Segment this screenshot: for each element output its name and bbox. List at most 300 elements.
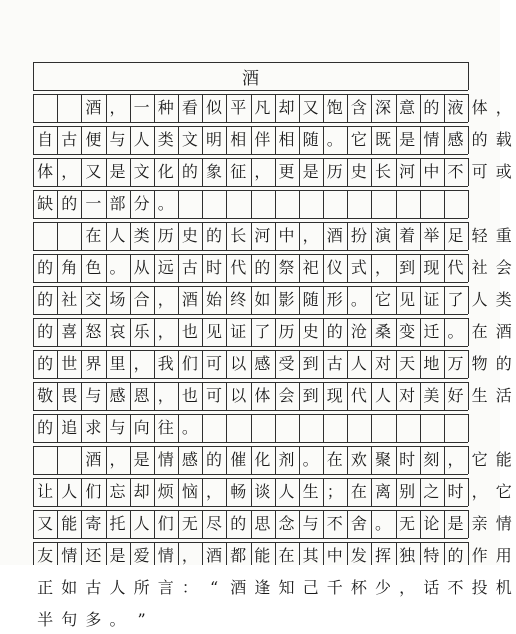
manuscript-char: 古 bbox=[85, 578, 102, 597]
manuscript-char: 感 bbox=[254, 354, 271, 373]
grid-v-line bbox=[226, 158, 227, 186]
manuscript-char: 它 bbox=[375, 290, 392, 309]
manuscript-char: 一 bbox=[133, 98, 150, 117]
grid-v-line bbox=[130, 414, 131, 442]
manuscript-char: 举 bbox=[423, 226, 440, 245]
manuscript-char: 是 bbox=[109, 546, 126, 565]
manuscript-char: 作 bbox=[471, 546, 488, 565]
manuscript-char: 剂 bbox=[278, 450, 295, 469]
grid-v-line bbox=[106, 382, 107, 410]
manuscript-char: 既 bbox=[375, 130, 392, 149]
manuscript-char: 情 bbox=[157, 546, 174, 565]
grid-v-line bbox=[154, 382, 155, 410]
manuscript-char: 亲 bbox=[471, 514, 488, 533]
manuscript-char: 在 bbox=[471, 322, 488, 341]
manuscript-char: 都 bbox=[230, 546, 247, 565]
manuscript-char: 古 bbox=[326, 354, 343, 373]
manuscript-char: ， bbox=[254, 162, 271, 181]
manuscript-char: 催 bbox=[230, 450, 247, 469]
manuscript-char: 乐 bbox=[133, 322, 150, 341]
grid-v-line bbox=[251, 542, 252, 565]
manuscript-char: 论 bbox=[423, 514, 440, 533]
grid-v-line bbox=[444, 190, 445, 218]
manuscript-char: 欢 bbox=[350, 450, 367, 469]
grid-v-line bbox=[468, 158, 469, 186]
grid-v-line bbox=[81, 382, 82, 410]
manuscript-char: 与 bbox=[109, 130, 126, 149]
grid-v-line bbox=[251, 414, 252, 442]
grid-v-line bbox=[323, 94, 324, 122]
manuscript-char: 征 bbox=[230, 162, 247, 181]
grid-v-line bbox=[323, 126, 324, 154]
grid-v-line bbox=[444, 478, 445, 506]
grid-v-line bbox=[106, 542, 107, 565]
essay-title: 酒 bbox=[242, 68, 259, 89]
manuscript-char: 。 bbox=[181, 418, 198, 437]
manuscript-char: 合 bbox=[133, 290, 150, 309]
grid-v-line bbox=[57, 350, 58, 378]
grid-v-line bbox=[468, 254, 469, 282]
grid-v-line bbox=[444, 446, 445, 474]
grid-v-line bbox=[57, 158, 58, 186]
manuscript-char: 的 bbox=[206, 226, 223, 245]
manuscript-char: 种 bbox=[157, 98, 174, 117]
manuscript-char: 在 bbox=[350, 482, 367, 501]
manuscript-char: 人 bbox=[109, 226, 126, 245]
manuscript-char: 扮 bbox=[350, 226, 367, 245]
grid-v-line bbox=[420, 414, 421, 442]
grid-v-line bbox=[226, 190, 227, 218]
manuscript-char: 们 bbox=[181, 354, 198, 373]
grid-v-line bbox=[130, 318, 131, 346]
manuscript-char: 酒 bbox=[181, 290, 198, 309]
grid-v-line bbox=[81, 190, 82, 218]
grid-v-line bbox=[154, 254, 155, 282]
grid-v-line bbox=[468, 446, 469, 474]
grid-v-line bbox=[202, 126, 203, 154]
manuscript-char: 话 bbox=[423, 578, 440, 597]
grid-v-line bbox=[420, 542, 421, 565]
manuscript-char bbox=[33, 94, 57, 122]
manuscript-char: 生 bbox=[471, 386, 488, 405]
grid-v-line bbox=[202, 158, 203, 186]
grid-v-line bbox=[130, 478, 131, 506]
manuscript-char: 古 bbox=[61, 130, 78, 149]
grid-h-line bbox=[33, 218, 468, 219]
grid-v-line bbox=[347, 382, 348, 410]
grid-v-line bbox=[154, 510, 155, 538]
manuscript-char: 意 bbox=[399, 98, 416, 117]
manuscript-char: 历 bbox=[157, 226, 174, 245]
grid-v-line bbox=[178, 478, 179, 506]
manuscript-char: 化 bbox=[157, 162, 174, 181]
manuscript-char: 。 bbox=[350, 290, 367, 309]
manuscript-char: ： bbox=[181, 578, 198, 597]
manuscript-char: 万 bbox=[447, 354, 464, 373]
manuscript-char: 正 bbox=[37, 578, 54, 597]
manuscript-char: 敬 bbox=[37, 386, 54, 405]
manuscript-char: 以 bbox=[230, 354, 247, 373]
grid-v-line bbox=[323, 158, 324, 186]
grid-v-line bbox=[226, 382, 227, 410]
manuscript-char: 挥 bbox=[375, 546, 392, 565]
grid-v-line bbox=[202, 286, 203, 314]
grid-v-line bbox=[57, 254, 58, 282]
manuscript-char: 是 bbox=[133, 450, 150, 469]
manuscript-char: 却 bbox=[278, 98, 295, 117]
grid-v-line bbox=[299, 94, 300, 122]
manuscript-char: 明 bbox=[206, 130, 223, 149]
grid-v-line bbox=[57, 510, 58, 538]
manuscript-char: ， bbox=[181, 546, 198, 565]
manuscript-char: 代 bbox=[447, 258, 464, 277]
grid-v-line bbox=[420, 94, 421, 122]
grid-h-line bbox=[33, 538, 468, 539]
manuscript-char: 忘 bbox=[109, 482, 126, 501]
manuscript-char: 喜 bbox=[61, 322, 78, 341]
grid-v-line bbox=[347, 286, 348, 314]
grid-h-line bbox=[33, 154, 468, 155]
grid-v-line bbox=[33, 510, 34, 538]
grid-h-line bbox=[33, 62, 468, 63]
grid-h-line bbox=[33, 314, 468, 315]
grid-v-line bbox=[202, 382, 203, 410]
grid-v-line bbox=[154, 158, 155, 186]
manuscript-char: 的 bbox=[447, 546, 464, 565]
grid-v-line bbox=[154, 318, 155, 346]
grid-v-line bbox=[202, 542, 203, 565]
manuscript-char: 酒 bbox=[230, 578, 247, 597]
grid-v-line bbox=[396, 158, 397, 186]
grid-h-line bbox=[33, 474, 468, 475]
grid-v-line bbox=[444, 510, 445, 538]
manuscript-char: 能 bbox=[61, 514, 78, 533]
grid-v-line bbox=[81, 542, 82, 565]
manuscript-char: 我 bbox=[157, 354, 174, 373]
manuscript-char: 始 bbox=[206, 290, 223, 309]
grid-v-line bbox=[323, 382, 324, 410]
manuscript-char: 桑 bbox=[375, 322, 392, 341]
grid-v-line bbox=[106, 414, 107, 442]
grid-v-line bbox=[444, 382, 445, 410]
grid-v-line bbox=[154, 446, 155, 474]
grid-v-line bbox=[347, 414, 348, 442]
grid-v-line bbox=[251, 126, 252, 154]
manuscript-char: 寄 bbox=[85, 514, 102, 533]
grid-v-line bbox=[106, 222, 107, 250]
grid-v-line bbox=[299, 414, 300, 442]
grid-v-line bbox=[323, 446, 324, 474]
manuscript-char: 更 bbox=[278, 162, 295, 181]
manuscript-char: 。 bbox=[447, 322, 464, 341]
manuscript-char: 的 bbox=[206, 450, 223, 469]
manuscript-char: 演 bbox=[375, 226, 392, 245]
grid-v-line bbox=[347, 446, 348, 474]
manuscript-char: 的 bbox=[37, 354, 54, 373]
grid-v-line bbox=[251, 254, 252, 282]
grid-v-line bbox=[57, 382, 58, 410]
grid-v-line bbox=[130, 254, 131, 282]
manuscript-char: 逢 bbox=[254, 578, 271, 597]
grid-v-line bbox=[275, 414, 276, 442]
manuscript-char: 饱 bbox=[326, 98, 343, 117]
manuscript-char: 轻 bbox=[471, 226, 488, 245]
manuscript-char: 。 bbox=[109, 610, 126, 629]
grid-v-line bbox=[130, 542, 131, 565]
manuscript-char: 可 bbox=[206, 386, 223, 405]
grid-v-line bbox=[275, 286, 276, 314]
manuscript-char: 是 bbox=[399, 130, 416, 149]
grid-v-line bbox=[275, 94, 276, 122]
manuscript-char: 恼 bbox=[181, 482, 198, 501]
grid-v-line bbox=[396, 510, 397, 538]
manuscript-char: 的 bbox=[471, 130, 488, 149]
manuscript-char: 。 bbox=[109, 258, 126, 277]
manuscript-char: 聚 bbox=[375, 450, 392, 469]
grid-h-line bbox=[33, 442, 468, 443]
manuscript-char: ， bbox=[495, 98, 512, 117]
grid-v-line bbox=[130, 382, 131, 410]
grid-v-line bbox=[202, 190, 203, 218]
grid-v-line bbox=[178, 126, 179, 154]
manuscript-char: 式 bbox=[350, 258, 367, 277]
grid-v-line bbox=[81, 510, 82, 538]
manuscript-char: 谈 bbox=[254, 482, 271, 501]
manuscript-char: 变 bbox=[399, 322, 416, 341]
manuscript-char: 现 bbox=[423, 258, 440, 277]
manuscript-char: 缺 bbox=[37, 194, 54, 213]
grid-v-line bbox=[57, 542, 58, 565]
grid-v-line bbox=[251, 94, 252, 122]
grid-v-line bbox=[468, 62, 469, 90]
manuscript-char: 可 bbox=[206, 354, 223, 373]
manuscript-char: 迁 bbox=[423, 322, 440, 341]
manuscript-char: 沧 bbox=[350, 322, 367, 341]
grid-v-line bbox=[444, 350, 445, 378]
manuscript-char: 好 bbox=[447, 386, 464, 405]
manuscript-char: 社 bbox=[61, 290, 78, 309]
grid-v-line bbox=[299, 542, 300, 565]
manuscript-char: 己 bbox=[302, 578, 319, 597]
grid-v-line bbox=[57, 318, 58, 346]
grid-h-line bbox=[33, 90, 468, 91]
grid-v-line bbox=[226, 286, 227, 314]
grid-v-line bbox=[371, 542, 372, 565]
grid-v-line bbox=[347, 126, 348, 154]
manuscript-char: 中 bbox=[278, 226, 295, 245]
manuscript-char bbox=[33, 446, 57, 474]
manuscript-char: 还 bbox=[85, 546, 102, 565]
manuscript-char: 看 bbox=[181, 98, 198, 117]
grid-v-line bbox=[130, 446, 131, 474]
manuscript-char: 地 bbox=[423, 354, 440, 373]
manuscript-char: 或 bbox=[495, 162, 512, 181]
manuscript-char: 人 bbox=[61, 482, 78, 501]
manuscript-char: 相 bbox=[230, 130, 247, 149]
grid-v-line bbox=[323, 254, 324, 282]
grid-v-line bbox=[202, 94, 203, 122]
manuscript-char: 交 bbox=[85, 290, 102, 309]
grid-v-line bbox=[33, 542, 34, 565]
grid-v-line bbox=[371, 222, 372, 250]
manuscript-char: 句 bbox=[61, 610, 78, 629]
manuscript-char: 情 bbox=[61, 546, 78, 565]
manuscript-char: 酒 bbox=[85, 450, 102, 469]
manuscript-char: ， bbox=[471, 482, 488, 501]
manuscript-char: 用 bbox=[495, 546, 512, 565]
manuscript-char: 随 bbox=[302, 290, 319, 309]
manuscript-char: 液 bbox=[447, 98, 464, 117]
manuscript-char: ， bbox=[157, 386, 174, 405]
grid-v-line bbox=[81, 126, 82, 154]
grid-v-line bbox=[275, 542, 276, 565]
grid-v-line bbox=[130, 158, 131, 186]
manuscript-char: 可 bbox=[471, 162, 488, 181]
grid-v-line bbox=[468, 222, 469, 250]
manuscript-char: 人 bbox=[109, 578, 126, 597]
manuscript-char: 哀 bbox=[109, 322, 126, 341]
grid-v-line bbox=[178, 414, 179, 442]
grid-v-line bbox=[396, 542, 397, 565]
manuscript-char: 古 bbox=[181, 258, 198, 277]
grid-v-line bbox=[323, 350, 324, 378]
grid-v-line bbox=[33, 62, 34, 90]
grid-v-line bbox=[299, 190, 300, 218]
grid-v-line bbox=[371, 158, 372, 186]
grid-v-line bbox=[251, 478, 252, 506]
grid-v-line bbox=[299, 254, 300, 282]
manuscript-char: 生 bbox=[302, 482, 319, 501]
manuscript-char: 如 bbox=[61, 578, 78, 597]
manuscript-char: 河 bbox=[254, 226, 271, 245]
grid-v-line bbox=[202, 478, 203, 506]
grid-v-line bbox=[299, 126, 300, 154]
manuscript-char: 史 bbox=[302, 322, 319, 341]
grid-v-line bbox=[226, 254, 227, 282]
manuscript-char: 又 bbox=[302, 98, 319, 117]
grid-v-line bbox=[154, 222, 155, 250]
manuscript-char: 世 bbox=[61, 354, 78, 373]
grid-v-line bbox=[251, 286, 252, 314]
grid-v-line bbox=[178, 446, 179, 474]
manuscript-char: 情 bbox=[495, 514, 512, 533]
grid-v-line bbox=[226, 510, 227, 538]
grid-v-line bbox=[275, 510, 276, 538]
grid-v-line bbox=[130, 94, 131, 122]
grid-v-line bbox=[468, 350, 469, 378]
manuscript-char: 畅 bbox=[230, 482, 247, 501]
grid-v-line bbox=[130, 286, 131, 314]
manuscript-char: 类 bbox=[157, 130, 174, 149]
grid-v-line bbox=[275, 350, 276, 378]
manuscript-char: 证 bbox=[230, 322, 247, 341]
manuscript-char: 在 bbox=[85, 226, 102, 245]
grid-v-line bbox=[468, 478, 469, 506]
grid-v-line bbox=[33, 446, 34, 474]
manuscript-char: 是 bbox=[447, 514, 464, 533]
manuscript-char: ， bbox=[157, 322, 174, 341]
grid-v-line bbox=[251, 318, 252, 346]
grid-v-line bbox=[226, 414, 227, 442]
manuscript-char: 一 bbox=[85, 194, 102, 213]
manuscript-char: 终 bbox=[230, 290, 247, 309]
grid-v-line bbox=[347, 94, 348, 122]
grid-v-line bbox=[57, 94, 58, 122]
manuscript-char: 部 bbox=[109, 194, 126, 213]
manuscript-char: 情 bbox=[423, 130, 440, 149]
grid-v-line bbox=[420, 318, 421, 346]
grid-v-line bbox=[444, 94, 445, 122]
grid-v-line bbox=[202, 510, 203, 538]
grid-v-line bbox=[299, 350, 300, 378]
grid-v-line bbox=[251, 446, 252, 474]
manuscript-char: 往 bbox=[157, 418, 174, 437]
grid-v-line bbox=[106, 286, 107, 314]
grid-v-line bbox=[396, 190, 397, 218]
grid-v-line bbox=[396, 478, 397, 506]
manuscript-char: 分 bbox=[133, 194, 150, 213]
grid-v-line bbox=[323, 510, 324, 538]
grid-v-line bbox=[347, 222, 348, 250]
manuscript-char: 了 bbox=[254, 322, 271, 341]
grid-v-line bbox=[178, 222, 179, 250]
manuscript-char: 别 bbox=[399, 482, 416, 501]
grid-v-line bbox=[396, 94, 397, 122]
grid-v-line bbox=[57, 190, 58, 218]
grid-v-line bbox=[57, 478, 58, 506]
manuscript-char: 。 bbox=[375, 514, 392, 533]
manuscript-char: 所 bbox=[133, 578, 150, 597]
manuscript-char: 见 bbox=[399, 290, 416, 309]
grid-v-line bbox=[178, 510, 179, 538]
grid-v-line bbox=[154, 478, 155, 506]
manuscript-char: ， bbox=[302, 226, 319, 245]
manuscript-char: 中 bbox=[326, 546, 343, 565]
grid-v-line bbox=[33, 382, 34, 410]
manuscript-char: 投 bbox=[471, 578, 488, 597]
grid-v-line bbox=[347, 478, 348, 506]
manuscript-char: 感 bbox=[181, 450, 198, 469]
grid-v-line bbox=[299, 478, 300, 506]
grid-v-line bbox=[396, 318, 397, 346]
manuscript-char: 体 bbox=[471, 98, 488, 117]
grid-h-line bbox=[33, 282, 468, 283]
grid-v-line bbox=[299, 446, 300, 474]
manuscript-char: 的 bbox=[61, 194, 78, 213]
manuscript-char: 类 bbox=[133, 226, 150, 245]
manuscript-char: 知 bbox=[278, 578, 295, 597]
manuscript-char: 含 bbox=[350, 98, 367, 117]
manuscript-char: 社 bbox=[471, 258, 488, 277]
manuscript-char: 杯 bbox=[350, 578, 367, 597]
manuscript-char: 的 bbox=[254, 258, 271, 277]
manuscript-char: 尽 bbox=[206, 514, 223, 533]
manuscript-char: 长 bbox=[230, 226, 247, 245]
manuscript-char: 追 bbox=[61, 418, 78, 437]
grid-v-line bbox=[81, 286, 82, 314]
manuscript-char: 化 bbox=[254, 450, 271, 469]
manuscript-char: 长 bbox=[375, 162, 392, 181]
grid-v-line bbox=[154, 542, 155, 565]
manuscript-char: 时 bbox=[399, 450, 416, 469]
manuscript-char: 能 bbox=[254, 546, 271, 565]
manuscript-char: 界 bbox=[85, 354, 102, 373]
grid-v-line bbox=[275, 126, 276, 154]
manuscript-char: 不 bbox=[326, 514, 343, 533]
grid-v-line bbox=[226, 222, 227, 250]
grid-v-line bbox=[106, 446, 107, 474]
manuscript-char: 也 bbox=[181, 386, 198, 405]
